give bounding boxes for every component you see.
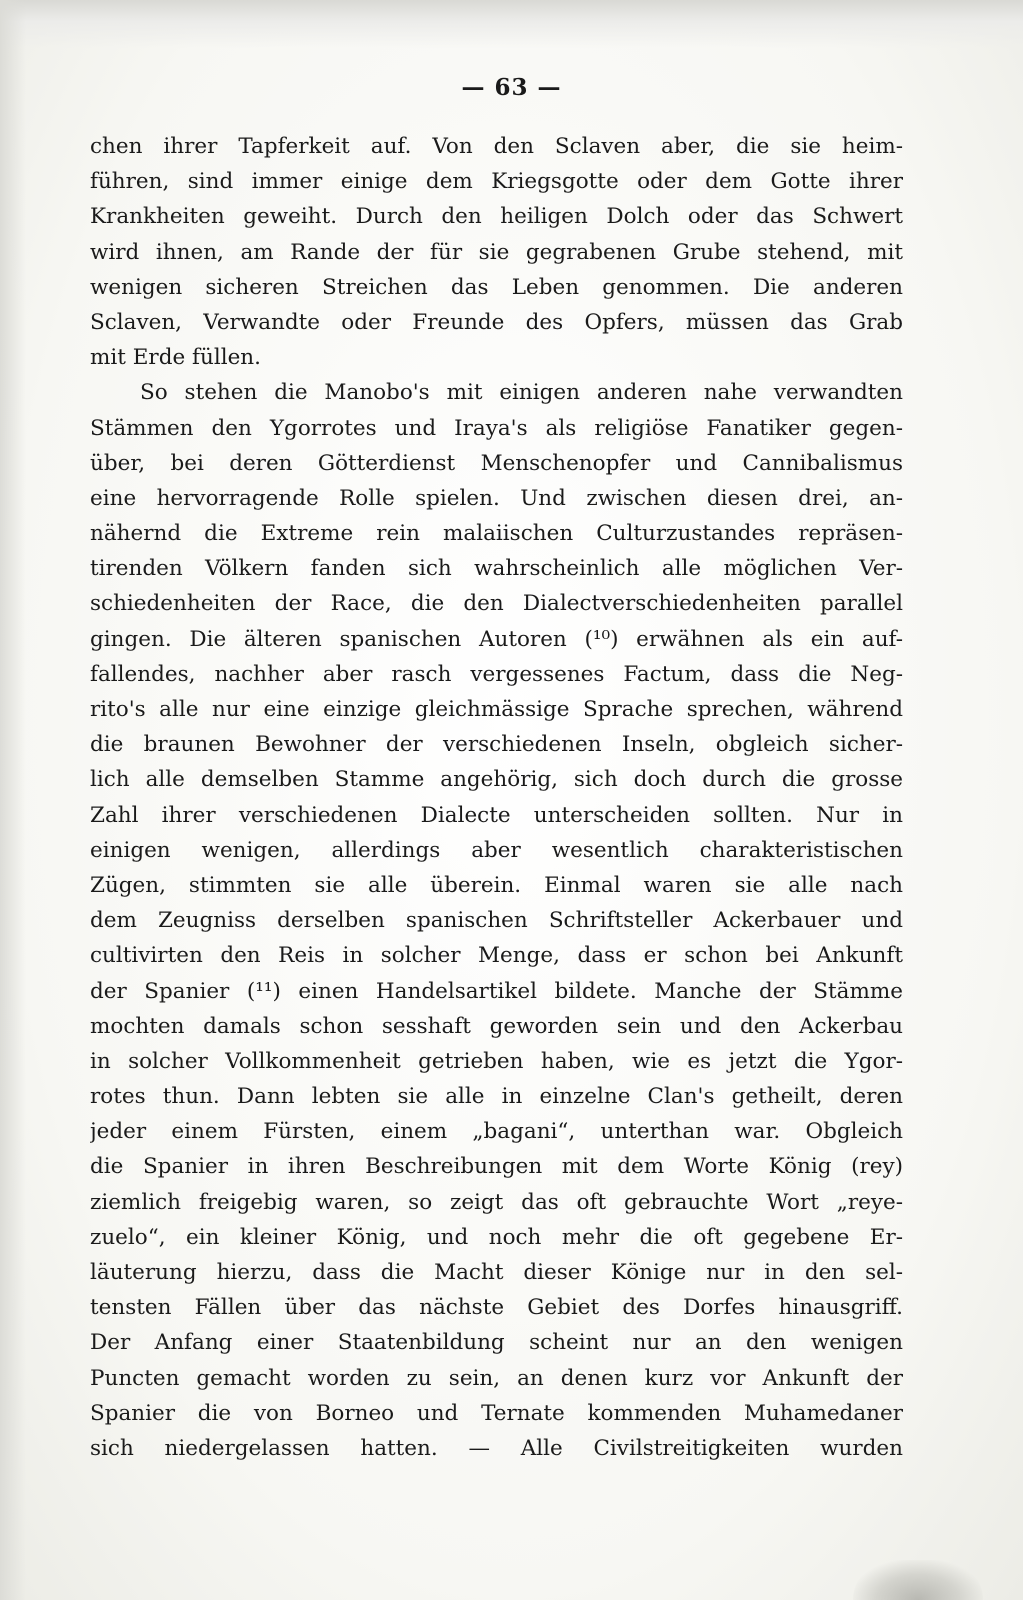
text-line: tirenden Völkern fanden sich wahrscheinlich alle möglichen Ver- — [90, 556, 903, 582]
page-left-edge-shadow — [0, 0, 26, 1600]
text-line: wird ihnen, am Rande der für sie gegrabenen Grube stehend, mit — [90, 239, 903, 265]
text-line: Der Anfang einer Staatenbildung scheint nur an den wenigen — [90, 1330, 903, 1356]
text-line: chen ihrer Tapferkeit auf. Von den Sclaven aber, die sie heim- — [90, 134, 903, 159]
text-line: rito's alle nur eine einzige gleichmässige Sprache sprechen, während — [90, 697, 903, 722]
page-number: — 63 — — [461, 74, 562, 101]
text-line: Krankheiten geweiht. Durch den heiligen Dolch oder das Schwert — [90, 204, 903, 230]
text-line: über, bei deren Götterdienst Menschenopfer und Cannibalismus — [90, 450, 903, 476]
text-line: ziemlich freigebig waren, so zeigt das oft gebrauchte Wort „reye- — [90, 1189, 903, 1215]
text-line: tensten Fällen über das nächste Gebiet des Dorfes hinausgriff. — [90, 1295, 903, 1321]
text-line: sich niedergelassen hatten. — Alle Civilstreitigkeiten wurden — [90, 1435, 903, 1461]
text-line: Puncten gemacht worden zu sein, an denen kurz vor Ankunft der — [90, 1365, 903, 1391]
text-line: gingen. Die älteren spanischen Autoren (¹⁰) erwähnen als ein auf- — [90, 626, 903, 652]
text-line: nähernd die Extreme rein malaiischen Culturzustandes repräsen- — [90, 521, 903, 547]
text-line: der Spanier (¹¹) einen Handelsartikel bildete. Manche der Stämme — [90, 978, 903, 1004]
text-line: dem Zeugniss derselben spanischen Schriftsteller Ackerbauer und — [90, 908, 903, 934]
text-line: jeder einem Fürsten, einem „bagani“, unterthan war. Obgleich — [90, 1119, 903, 1145]
text-line: die Spanier in ihren Beschreibungen mit dem Worte König (rey) — [90, 1154, 903, 1180]
text-line: Stämmen den Ygorrotes und Iraya's als religiöse Fanatiker gegen- — [90, 415, 903, 441]
text-line: die braunen Bewohner der verschiedenen Inseln, obgleich sicher- — [90, 732, 903, 758]
text-line: rotes thun. Dann lebten sie alle in einzelne Clan's getheilt, deren — [90, 1084, 903, 1110]
text-line: fallendes, nachher aber rasch vergessenes Factum, dass die Neg- — [90, 661, 903, 687]
page-top-edge-shadow — [0, 0, 1023, 48]
text-line: zuelo“, ein kleiner König, und noch mehr die oft gegebene Er- — [90, 1224, 903, 1250]
text-line: Sclaven, Verwandte oder Freunde des Opfers, müssen das Grab — [90, 309, 903, 335]
text-line: mit Erde füllen. — [90, 345, 261, 371]
text-line: Spanier die von Borneo und Ternate kommenden Muhamedaner — [90, 1400, 903, 1426]
text-line: So stehen die Manobo's mit einigen anderen nahe verwandten — [140, 380, 903, 406]
text-line: Zügen, stimmten sie alle überein. Einmal waren sie alle nach — [90, 872, 903, 898]
text-line: schiedenheiten der Race, die den Dialectverschiedenheiten parallel — [90, 591, 903, 617]
text-line: läuterung hierzu, dass die Macht dieser Könige nur in den sel- — [90, 1260, 903, 1285]
thumb-shadow — [853, 1560, 983, 1600]
body-text — [90, 129, 903, 1466]
text-line: lich alle demselben Stamme angehörig, sich doch durch die grosse — [90, 767, 903, 793]
text-line: mochten damals schon sesshaft geworden sein und den Ackerbau — [90, 1013, 903, 1039]
text-line: wenigen sicheren Streichen das Leben genommen. Die anderen — [90, 274, 903, 300]
text-line: cultivirten den Reis in solcher Menge, dass er schon bei Ankunft — [90, 943, 903, 969]
text-line: führen, sind immer einige dem Kriegsgotte oder dem Gotte ihrer — [90, 169, 903, 195]
text-line: Zahl ihrer verschiedenen Dialecte unterscheiden sollten. Nur in — [90, 802, 903, 828]
text-line: in solcher Vollkommenheit getrieben haben, wie es jetzt die Ygor- — [90, 1048, 903, 1074]
text-line: eine hervorragende Rolle spielen. Und zwischen diesen drei, an- — [90, 485, 903, 511]
text-line: einigen wenigen, allerdings aber wesentlich charakteristischen — [90, 837, 903, 863]
